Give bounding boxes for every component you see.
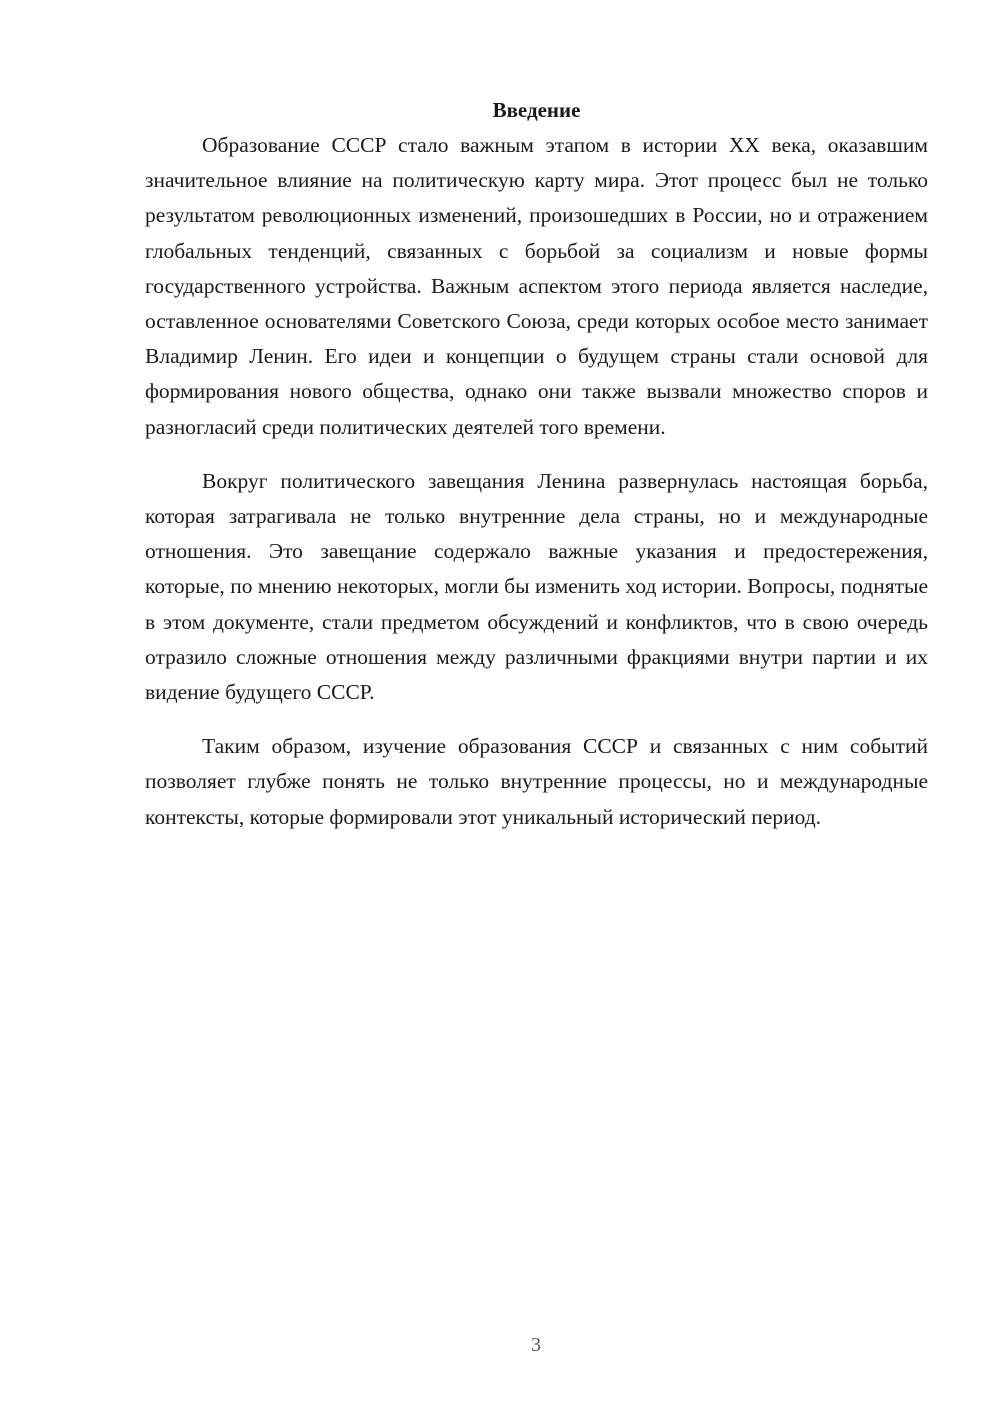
page-number: 3 — [531, 1334, 541, 1356]
page-content — [145, 92, 928, 835]
paragraph-2: Вокруг политического завещания Ленина развернулась настоящая борьба, которая затрагивала не только внутренние дела страны, но и международные отношения. Это завещание содержало важные указания и предостережения, которые, по мнению некоторых, могли бы изменить ход истории. Вопросы, поднятые в этом документе, стали предметом обсуждений и конфликтов, что в свою очередь отразило сложные отношения между различными фракциями внутри партии и их видение будущего СССР. — [145, 468, 928, 705]
paragraph-1: Образование СССР стало важным этапом в истории XX века, оказавшим значительное влияние на политическую карту мира. Этот процесс был не только результатом революционных изменений, произошедших в России, но и отражением глобальных тенденций, связанных с борьбой за социализм и новые формы государственного устройства. Важным аспектом этого периода является наследие, оставленное основателями Советского Союза, среди которых особое место занимает Владимир Ленин. Его идеи и концепции о будущем страны стали основой для формирования нового общества, однако они также вызвали множество споров и разногласий среди политических деятелей того времени. — [145, 133, 928, 439]
paragraph-3: Таким образом, изучение образования СССР и связанных с ним событий позволяет глубже понять не только внутренние процессы, но и международные контексты, которые формировали этот уникальный исторический период. — [145, 734, 928, 829]
section-title: Введение — [492, 98, 581, 122]
